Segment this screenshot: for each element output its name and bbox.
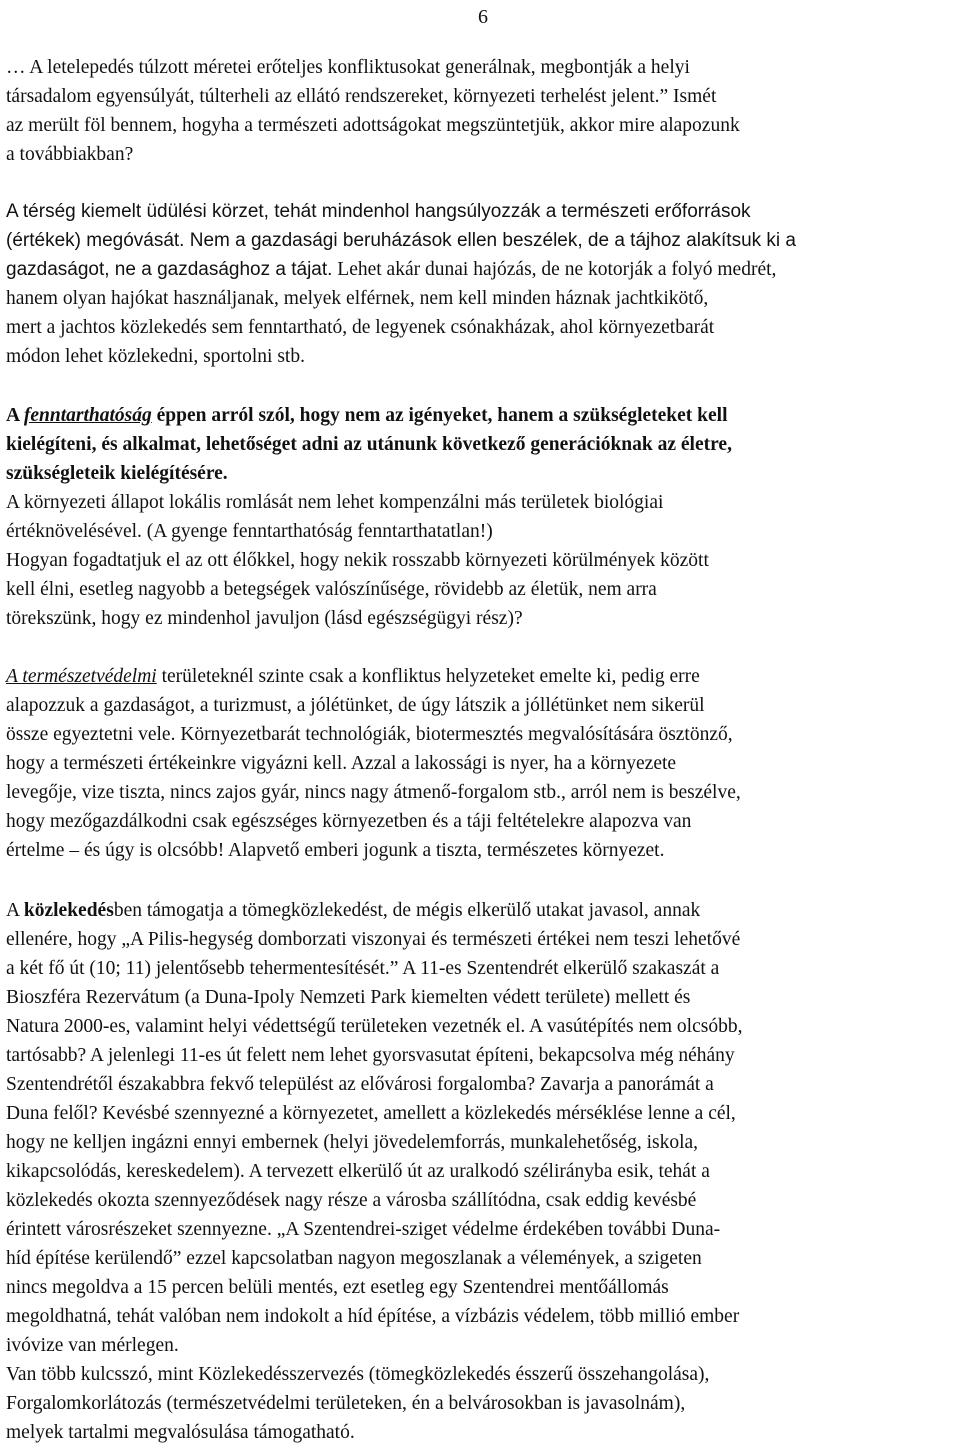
paragraph-sustainability	[6, 401, 956, 633]
text-line	[6, 401, 956, 430]
text-line: össze egyeztetni vele. Környezetbarát technológiák, biotermesztés megvalósítására ösztönző,	[6, 724, 733, 745]
text-run: Lehet akár dunai hajózás, de ne kotorják a folyó medrét,	[332, 259, 777, 280]
text-line: hogy mezőgazdálkodni csak egészséges környezetben és a táji feltételekre alapozva van	[6, 811, 692, 832]
text-run: éppen arról szól, hogy nem az igényeket, hanem a szükségleteket kell	[151, 405, 728, 426]
paragraph-quote-settlement	[6, 53, 956, 169]
text-line: mert a jachtos közlekedés sem fenntartható, de legyenek csónakházak, ahol környezetbarát	[6, 317, 715, 338]
text-line	[6, 255, 956, 284]
text-line: módon lehet közlekedni, sportolni stb.	[6, 346, 305, 367]
text-line: híd építése kerülendő” ezzel kapcsolatban nagyon megoszlanak a vélemények, a szigeten	[6, 1248, 702, 1269]
text-line: A térség kiemelt üdülési körzet, tehát mindenhol hangsúlyozzák a természeti erőforrások	[6, 201, 751, 222]
text-line: hanem olyan hajókat használjanak, melyek elférnek, nem kell minden háznak jachtkikötő,	[6, 288, 709, 309]
text-run: A	[6, 900, 24, 921]
text-line: társadalom egyensúlyát, túlterheli az ellátó rendszereket, környezeti terhelést jelent.” Ismét	[6, 86, 717, 107]
text-line: Szentendrétől északabbra fekvő települést az elővárosi forgalomba? Zavarja a panorámát a	[6, 1074, 714, 1095]
text-line: hogy ne kelljen ingázni ennyi embernek (helyi jövedelemforrás, munkalehetőség, iskola,	[6, 1132, 699, 1153]
text-line: értéknövelésével. (A gyenge fenntarthatóság fenntarthatatlan!)	[6, 521, 493, 542]
text-run: gazdaságot, ne a gazdasághoz a tájat.	[6, 259, 333, 280]
text-run: fenntarthatóság	[23, 405, 152, 426]
text-run: szükségleteik kielégítésére.	[6, 463, 228, 484]
text-line: Duna felől? Kevésbé szennyezné a környezetet, amellett a közlekedés mérséklése lenne a cél,	[6, 1103, 736, 1124]
term-sustainability	[24, 405, 152, 426]
paragraph-transport	[6, 896, 956, 1447]
text-line: érintett városrészeket szennyezne. „A Szentendrei-sziget védelme érdekében további Duna-	[6, 1219, 721, 1240]
text-run: területeknél szinte csak a konfliktus helyzeteket emelte ki, pedig erre	[156, 666, 700, 687]
text-line: Bioszféra Rezervátum (a Duna-Ipoly Nemzeti Park kiemelten védett területe) mellett és	[6, 987, 691, 1008]
text-line: tartósabb? A jelenlegi 11-es út felett nem lehet gyorsvasutat építeni, bekapcsolva még néhány	[6, 1045, 735, 1066]
text-line: Forgalomkorlátozás (természetvédelmi területeken, én a belvárosokban is javasolnám),	[6, 1393, 686, 1414]
page-number: 6	[478, 6, 488, 28]
text-line: törekszünk, hogy ez mindenhol javuljon (lásd egészségügyi rész)?	[6, 608, 523, 629]
text-line: Natura 2000-es, valamint helyi védettségű területeken vezetnék el. A vasútépítés nem olcsóbb,	[6, 1016, 743, 1037]
text-line: A környezeti állapot lokális romlását nem lehet kompenzálni más területek biológiai	[6, 492, 664, 513]
text-line: megoldhatná, tehát valóban nem indokolt a híd építése, a vízbázis védelem, több millió ember	[6, 1306, 740, 1327]
text-line: kell élni, esetleg nagyobb a betegségek valószínűsége, rövidebb az életük, nem arra	[6, 579, 657, 600]
text-line: a továbbiakban?	[6, 144, 134, 165]
text-line: alapozzuk a gazdaságot, a turizmust, a jólétünket, de úgy látszik a jóllétünket nem sikerül	[6, 695, 705, 716]
text-line: közlekedés okozta szennyeződések nagy része a városba szállítódna, csak eddig kevésbé	[6, 1190, 697, 1211]
text-run: kielégíteni, és alkalmat, lehetőséget adni az utánunk következő generációknak az életre,	[6, 434, 732, 455]
text-line: Van több kulcsszó, mint Közlekedésszervezés (tömegközlekedés ésszerű összehangolása),	[6, 1364, 710, 1385]
text-line	[6, 226, 956, 255]
text-line: melyek tartalmi megvalósulása támogatható.	[6, 1422, 355, 1443]
text-line: … A letelepedés túlzott méretei erőteljes konfliktusokat generálnak, megbontják a helyi	[6, 57, 690, 78]
text-run: A	[6, 405, 24, 426]
paragraph-resort-area	[6, 197, 956, 371]
text-line: az merült föl bennem, hogyha a természeti adottságokat megszüntetjük, akkor mire alapozunk	[6, 115, 740, 136]
text-line: ellenére, hogy „A Pilis-hegység domborzati viszonyai és természeti értékei nem teszi lehetővé	[6, 929, 741, 950]
text-line: hogy a természeti értékeinkre vigyázni kell. Azzal a lakossági is nyer, ha a környezete	[6, 753, 677, 774]
paragraph-nature-conservation	[6, 662, 956, 865]
text-run: (értékek) megóvását. Nem a gazdasági beruházások ellen beszélek, de a tájhoz alakítsuk ki a	[6, 230, 796, 251]
text-line: nincs megoldva a 15 percen belüli mentés, ezt esetleg egy Szentendrei mentőállomás	[6, 1277, 669, 1298]
text-line	[6, 430, 956, 459]
term-nature-conservation: A természetvédelmi	[6, 666, 157, 687]
text-line	[6, 662, 956, 691]
term-transport: közlekedés	[23, 900, 114, 921]
text-line: Hogyan fogadtatjuk el az ott élőkkel, hogy nekik rosszabb környezeti körülmények között	[6, 550, 709, 571]
text-line: kikapcsolódás, kereskedelem). A tervezett elkerülő út az uralkodó szélirányba esik, tehát a	[6, 1161, 710, 1182]
text-line	[6, 459, 956, 488]
text-line: a két fő út (10; 11) jelentősebb tehermentesítését.” A 11-es Szentendrét elkerülő szakaszát a	[6, 958, 720, 979]
text-line: ivóvize van mérlegen.	[6, 1335, 179, 1356]
text-line: értelme – és úgy is olcsóbb! Alapvető emberi jogunk a tiszta, természetes környezet.	[6, 840, 665, 861]
text-line: levegője, vize tiszta, nincs zajos gyár, nincs nagy átmenő-forgalom stb., arról nem is beszélve,	[6, 782, 741, 803]
text-run: ben támogatja a tömegközlekedést, de mégis elkerülő utakat javasol, annak	[113, 900, 701, 921]
text-line	[6, 896, 956, 925]
